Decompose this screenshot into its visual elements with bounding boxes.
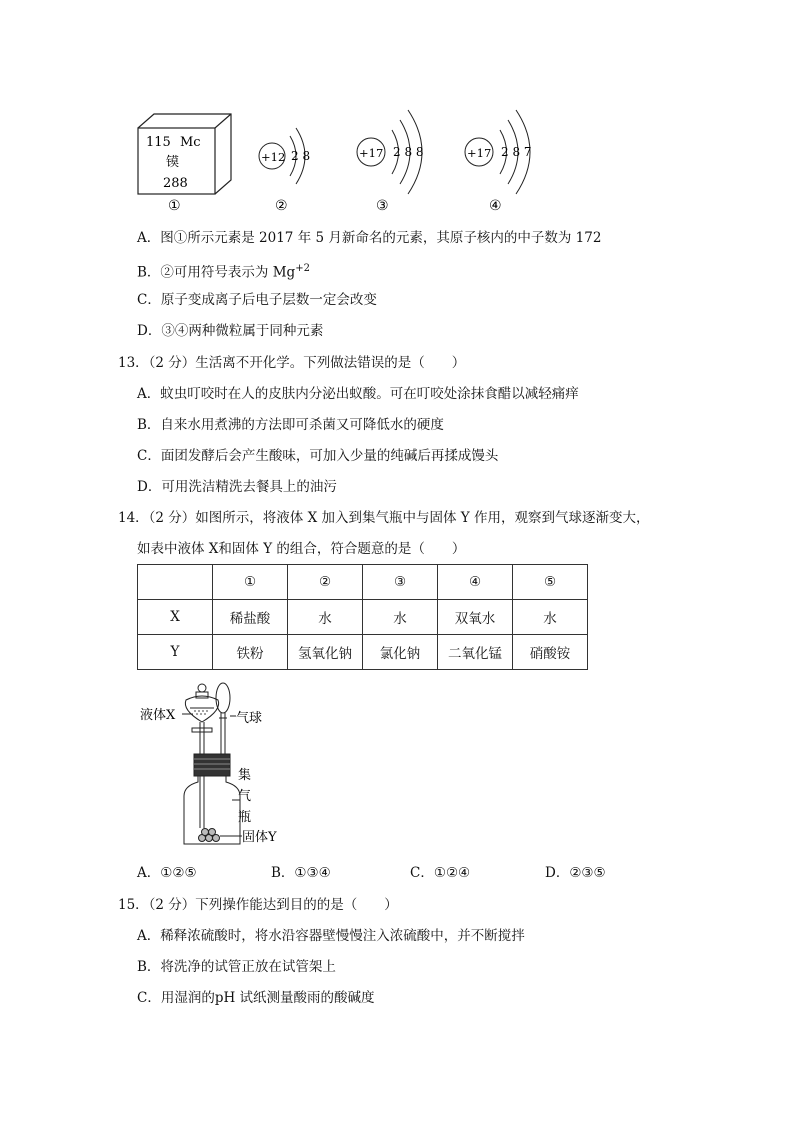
table-cell: 水 [363,600,438,635]
q14-choice-d: D．②③⑤ [545,865,606,881]
label-4: ④ [489,198,502,214]
q12-option-b: B．②可用符号表示为 $Mg^{+2}$ [137,263,310,281]
table-cell: ② [288,565,363,600]
q13-option-d: D．可用洗洁精洗去餐具上的油污 [137,479,337,495]
table-cell: 双氧水 [438,600,513,635]
q13-stem: 13．（2 分）生活离不开化学。下列做法错误的是（ ） [118,355,466,371]
label-1: ① [168,198,181,214]
table-row [138,635,588,670]
label-bottle-3: 瓶 [238,810,252,825]
cube-number: 115 [146,135,171,150]
q15-option-c: C．用湿润的pH 试纸测量酸雨的酸碱度 [137,990,375,1006]
label-bottle-1: 集 [238,768,252,783]
table-cell: 硝酸铵 [513,635,588,670]
atom-4-shells: 2 8 7 [501,145,532,159]
atom-4-diagram [465,110,532,194]
atom-3-nucleus: +17 [359,146,384,160]
table-cell: ③ [363,565,438,600]
atom-3-shells: 2 8 8 [393,145,424,159]
table-cell: 铁粉 [213,635,288,670]
q13-option-a: A．蚊虫叮咬时在人的皮肤内分泌出蚁酸。可在叮咬处涂抹食醋以减轻痛痒 [137,386,579,402]
label-solid-y: 固体Y [242,830,277,845]
q12-option-c: C．原子变成离子后电子层数一定会改变 [137,292,377,308]
q14-choice-b: B．①③④ [271,865,331,881]
label-bottle-2: 气 [238,789,252,804]
q15-stem: 15．（2 分）下列操作能达到目的的是（ ） [118,897,398,913]
gas-bottle-apparatus [138,678,298,853]
atom-figures [130,100,560,220]
table-row [138,600,588,635]
atom-4-nucleus: +17 [467,146,492,160]
cube-mass: 288 [163,176,188,191]
charge-superscript: +2 [295,263,310,274]
q12-option-d: D．③④两种微粒属于同种元素 [137,323,324,339]
atom-3-diagram [357,110,424,194]
q14-choice-a: A．①②⑤ [137,865,197,881]
table-cell: 二氧化锰 [438,635,513,670]
element-cube [138,114,231,194]
table-cell: Y [138,635,213,670]
label-3: ③ [376,198,389,214]
label-2: ② [275,198,288,214]
q15-option-a: A．稀释浓硫酸时，将水沿容器壁慢慢注入浓硫酸中，并不断搅拌 [137,928,525,944]
table-cell: ④ [438,565,513,600]
label-liquid-x: 液体X [140,708,176,723]
table-cell: 稀盐酸 [213,600,288,635]
q15-option-b: B．将洗净的试管正放在试管架上 [137,959,336,975]
q12-option-a: A．图①所示元素是 2017 年 5 月新命名的元素，其原子核内的中子数为 172 [137,230,602,246]
table-cell: 水 [513,600,588,635]
q14-stem-line1: 14．（2 分）如图所示，将液体 X 加入到集气瓶中与固体 Y 作用，观察到气球逐渐变大， [118,510,650,526]
table-header-row [138,565,588,600]
table-cell: X [138,600,213,635]
combination-table [137,564,588,670]
label-balloon: 气球 [236,711,263,726]
q14-stem-line2: 如表中液体 X和固体 Y 的组合，符合题意的是（ ） [137,541,466,557]
q13-option-b: B．自来水用煮沸的方法即可杀菌又可降低水的硬度 [137,417,444,433]
table-cell: ① [213,565,288,600]
atom-2-shells: 2 8 [291,149,311,163]
atom-2-diagram [259,128,310,184]
atom-2-nucleus: +12 [261,150,286,164]
table-cell: 水 [288,600,363,635]
table-cell: 氯化钠 [363,635,438,670]
cube-name: 镆 [166,155,180,170]
table-cell: ⑤ [513,565,588,600]
table-cell: 氢氧化钠 [288,635,363,670]
table-cell [138,565,213,600]
q14-choice-c: C．①②④ [410,865,471,881]
cube-symbol: Mc [180,135,201,150]
q13-option-c: C．面团发酵后会产生酸味，可加入少量的纯碱后再揉成馒头 [137,448,499,464]
